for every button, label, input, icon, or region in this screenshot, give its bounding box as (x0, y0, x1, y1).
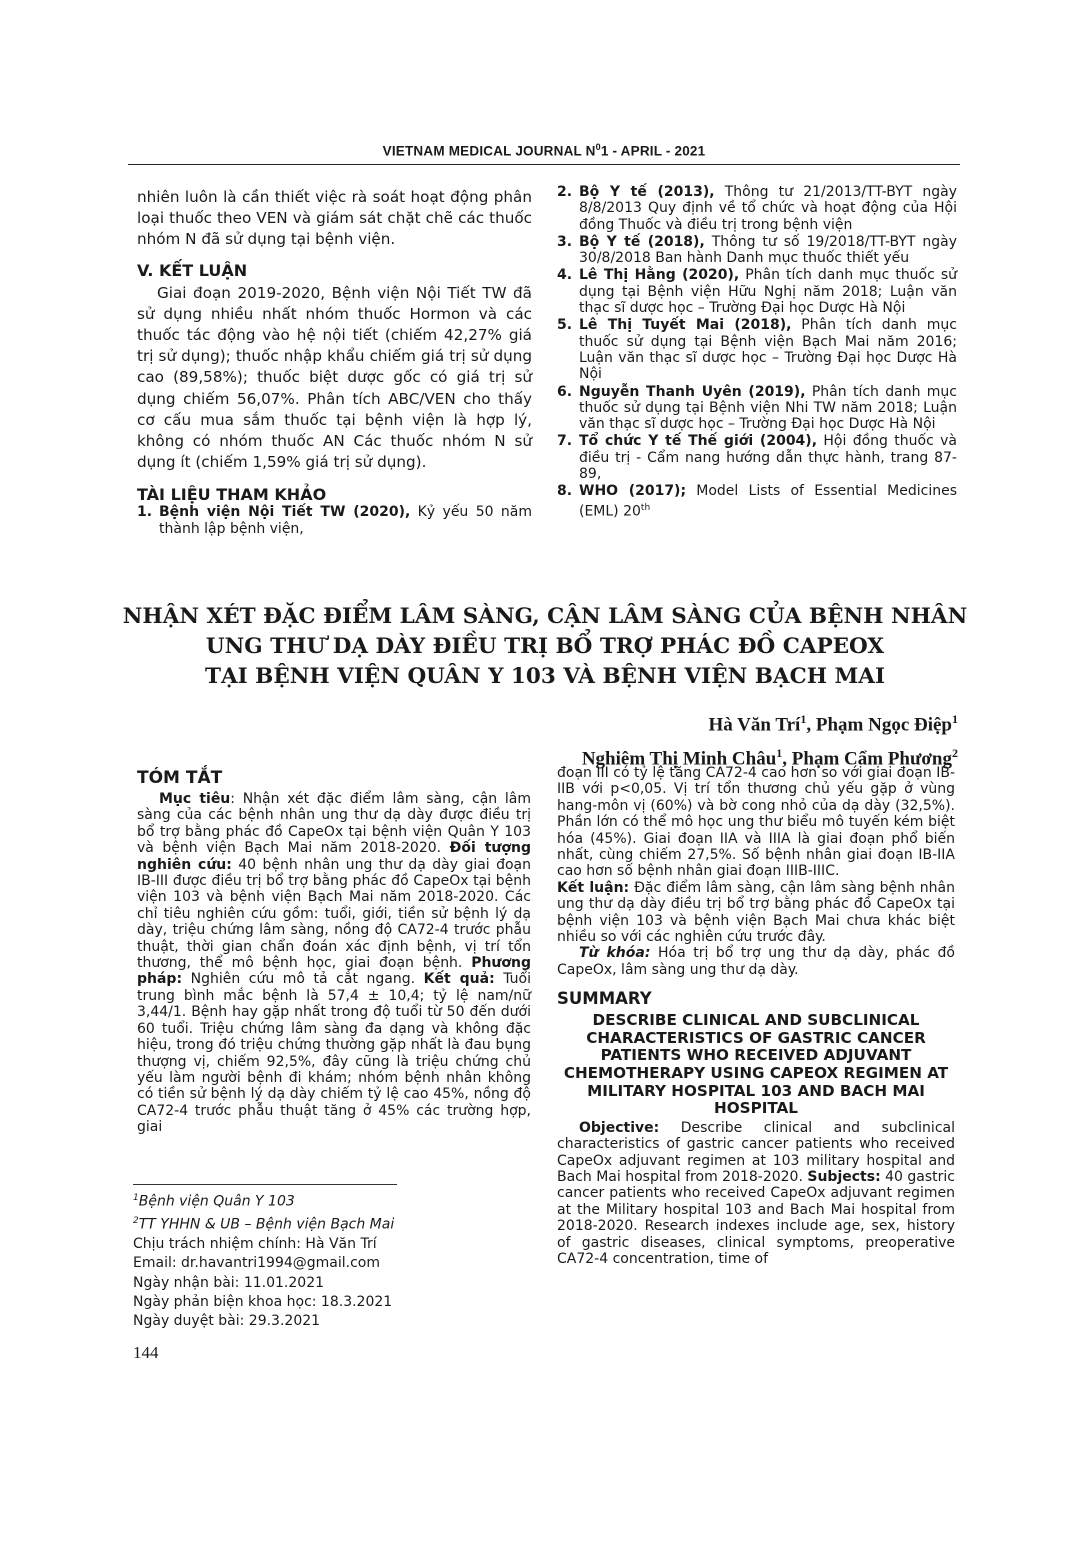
author-list: Hà Văn Trí$^1$, Phạm Ngọc Điệp$^1$ Nghiêm Thị Minh Châu$^1$, Phạm Cẩm Phương$^2$ (581, 712, 958, 770)
reference-item: 5. Lê Thị Tuyết Mai (2018), Phân tích danh mục thuốc sử dụng tại Bệnh viện Bạch Mai năm 2016; Luận văn thạc sĩ dược học – Trường Đại học Dược Hà Nội (557, 317, 957, 383)
references-heading: TÀI LIỆU THAM KHẢO (137, 485, 327, 505)
author-name: Hà Văn Trí (708, 714, 801, 736)
english-title: DESCRIBE CLINICAL AND SUBCLINICAL CHARACTERISTICS OF GASTRIC CANCER PATIENTS WHO RECEIVED ADJUVANT CHEMOTHERAPY USING CAPEOX REGIMEN AT MILITARY HOSPITAL 103 AND BACH MAI HOSPITAL (563, 1011, 949, 1118)
keywords-label: Từ khóa: (579, 945, 651, 962)
conclusion-heading: V. KẾT LUẬN (137, 260, 248, 280)
article-title: NHẬN XÉT ĐẶC ĐIỂM LÂM SÀNG, CẬN LÂM SÀNG CỦA BỆNH NHÂN UNG THƯ DẠ DÀY ĐIỀU TRỊ BỔ TRỢ PHÁC ĐỒ CAPEOX TẠI BỆNH VIỆN QUÂN Y 103 VÀ BỆNH VIỆN BẠCH MAI (122, 604, 968, 689)
vn-abstract-text: Mục tiêu: Nhận xét đặc điểm lâm sàng, cận lâm sàng của các bệnh nhân ung thư dạ dày được điều trị bổ trợ bằng phác đồ CapeOx tại bệnh viện Quân Y 103 và bệnh viện Bạch Mai năm 2018-2020. Đối tượng nghiên cứu: 40 bệnh nhân ung thư dạ dày giai đoạn IB-III được điều trị bổ trợ bằng phác đồ CapeOx tại bệnh viện 103 và bệnh viện Bạch Mai năm 2018-2020. Các chỉ tiêu nghiên cứu gồm: tuổi, giới, tiền sử bệnh lý dạ dày, triệu chứng lâm sàng, nồng độ CA72-4 trước phẫu thuật, thời gian chẩn đoán xác định bệnh, vị trí tổn thương, thể mô bệnh học, giai đoạn bệnh. Phương pháp: Nghiên cứu mô tả cắt ngang. Kết quả: Tuổi trung bình mắc bệnh là 57,4 ± 10,4; tỷ lệ nam/nữ 3,44/1. Bệnh hay gặp nhất trong độ tuổi từ 50 đến dưới 60 tuổi. Triệu chứng lâm sàng đa dạng và không đặc hiệu, trong đó triệu chứng thường gặp nhất là đau bụng thượng vị, chiếm 92,5%, đây cũng là triệu chứng chủ yếu làm người bệnh đi khám; nhóm bệnh nhân không có tiền sử bệnh lý dạ dày chiếm tỷ lệ cao 45%, nồng độ CA72-4 trước phẫu thuật tăng ở 45% các trường hợp, giai (137, 791, 531, 1136)
abstract-right-column (557, 765, 955, 1268)
received-date: Ngày nhận bài: 11.01.2021 (133, 1274, 325, 1291)
author-name: Nghiêm Thị Minh Châu (581, 748, 777, 770)
reference-item: 2. Bộ Y tế (2013), Thông tư 21/2013/TT-BYT ngày 8/8/2013 Quy định về tổ chức và hoạt động của Hội đồng Thuốc và điều trị trong bệnh viện (557, 184, 957, 233)
en-abstract-text: Objective: Describe clinical and subclinical characteristics of gastric cancer patients who received CapeOx adjuvant regimen at 103 military hospital and Bach Mai hospital from 2018-2020. Subjects: 40 gastric cancer patients who received CapeOx adjuvant regimen at the Military hospital 103 and Bach Mai hospital from 2018-2020. Research indexes include age, sex, history of gastric diseases, clinical symptoms, preoperative CA72-4 concentration, time of (557, 1119, 955, 1268)
summary-heading: SUMMARY (557, 989, 652, 1009)
affiliation-1: $^1$Bệnh viện Quân Y 103 (133, 1193, 295, 1210)
abstract-left-column (137, 768, 531, 1136)
accepted-date: Ngày duyệt bài: 29.3.2021 (133, 1313, 321, 1330)
reference-item: 6. Nguyễn Thanh Uyên (2019), Phân tích danh mục thuốc sử dụng tại Bệnh viện Nhi TW năm 2018; Luận văn thạc sĩ dược học – Trường Đại học Dược Hà Nội (557, 383, 957, 433)
footnote-rule (133, 1184, 397, 1185)
author-name: Phạm Ngọc Điệp (815, 714, 952, 736)
conclusion-text: Giai đoạn 2019-2020, Bệnh viện Nội Tiết TW đã sử dụng nhiều nhất nhóm thuốc Hormon và các thuốc tác động vào hệ nội tiết (chiếm 42,27% giá trị sử dụng); thuốc nhập khẩu chiếm giá trị sử dụng cao (89,58%); thuốc biệt dược gốc có giá trị sử dụng chiếm 56,07%. Phân tích ABC/VEN cho thấy cơ cấu mua sắm thuốc tại bệnh viện là hợp lý, không có nhóm thuốc AN Các thuốc nhóm N sử dụng ít (chiếm 1,59% giá trị sử dụng). (137, 283, 532, 472)
vn-abstract-text-continued: đoạn III có tỷ lệ tăng CA72-4 cao hơn so với giai đoạn IB-IIB với p<0,05. Vị trí tổn thương chủ yếu gặp ở vùng hang-môn vị (60%) và bờ cong nhỏ của dạ dày (32,5%). Phần lớn có thể mô học ung thư biểu mô tuyến kém biệt hóa (45%). Giai đoạn IIA và IIIA là giai đoạn phổ biến nhất, cùng chiếm 27,5%. Số bệnh nhân giai đoạn IB-IIA cao hơn số bệnh nhân giai đoạn IIIB-IIIC. Kết luận: Đặc điểm lâm sàng, cận lâm sàng bệnh nhân ung thư dạ dày điều trị bổ trợ bằng phác đồ CapeOx tại bệnh viện 103 và bệnh viện Bạch Mai chưa khác biệt nhiều so với các nghiên cứu trước đây. Từ khóa: Hóa trị bổ trợ ung thư dạ dày, phác đồ CapeOx, lâm sàng ung thư dạ dày. (557, 765, 955, 978)
running-header: VIETNAM MEDICAL JOURNAL $N^01$ - APRIL - 2021 (382, 142, 706, 159)
prev-article-left-column (137, 187, 532, 538)
prev-article-continuation: nhiên luôn là cần thiết việc rà soát hoạt động phân loại thuốc theo VEN và giám sát chặt chẽ các thuốc nhóm N đã sử dụng tại bệnh viện. (137, 188, 532, 249)
results-text-part: đoạn III có tỷ lệ tăng CA72-4 cao hơn so với giai đoạn IB-IIB với p<0,05. Vị trí tổn thương chủ yếu gặp ở vùng hang-môn vị (60%) và bờ cong nhỏ của dạ dày (32,5%). Phần lớn có thể mô học ung thư biểu mô tuyến kém biệt hóa (45%). Giai đoạn IIA và IIIA là giai đoạn phổ biến nhất, cùng chiếm 27,5%. Số bệnh nhân giai đoạn IB-IIA cao hơn số bệnh nhân giai đoạn IIIB-IIIC. (557, 765, 955, 880)
prev-article-right-column (557, 184, 957, 521)
affiliation-2: $^2$TT YHHN & UB – Bệnh viện Bạch Mai (133, 1215, 395, 1233)
page-number: 144 (133, 1343, 159, 1362)
corresponding-author: Chịu trách nhiệm chính: Hà Văn Trí (133, 1235, 377, 1252)
review-date: Ngày phản biện khoa học: 18.3.2021 (133, 1293, 393, 1310)
reference-item: 1. Bệnh viện Nội Tiết TW (2020), Kỷ yếu 50 năm thành lập bệnh viện, (137, 504, 532, 537)
reference-item: 4. Lê Thị Hằng (2020), Phân tích danh mục thuốc sử dụng tại Bệnh viện Hữu Nghị năm 2018; Luận văn thạc sĩ dược học – Trường Đại học Dược Hà Nội (557, 267, 957, 317)
reference-item: 7. Tổ chức Y tế Thế giới (2004), Hội đồng thuốc và điều trị - Cẩm nang hướng dẫn thực hành, trang 87-89, (557, 433, 958, 483)
keywords: Hóa trị bổ trợ ung thư dạ dày, phác đồ CapeOx, lâm sàng ung thư dạ dày. (557, 945, 955, 978)
reference-item: 8. WHO (2017); Model Lists of Essential Medicines (EML) 20th (557, 483, 958, 520)
results-text-part: Tuổi trung bình mắc bệnh là 57,4 ± 10,4; tỷ lệ nam/nữ 3,44/1. Bệnh hay gặp nhất trong độ tuổi từ 50 đến dưới 60 tuổi. Triệu chứng lâm sàng đa dạng và không đặc hiệu, trong đó triệu chứng thường gặp nhất là đau bụng thượng vị, chiếm 92,5%, đây cũng là triệu chứng chủ yếu làm người bệnh đi khám; nhóm bệnh nhân không có tiền sử bệnh lý dạ dày chiếm tỷ lệ cao 45%, nồng độ CA72-4 trước phẫu thuật tăng ở 45% các trường hợp, giai (137, 971, 531, 1136)
header-rule (128, 164, 960, 165)
footnotes (133, 1189, 533, 1331)
abstract-heading: TÓM TẮT (137, 768, 223, 788)
author-name: Phạm Cẩm Phương (791, 748, 952, 770)
email: Email: dr.havantri1994@gmail.com (133, 1255, 381, 1272)
reference-item: 3. Bộ Y tế (2018), Thông tư số 19/2018/TT-BYT ngày 30/8/2018 Ban hành Danh mục thuốc thiết yếu (557, 233, 957, 267)
